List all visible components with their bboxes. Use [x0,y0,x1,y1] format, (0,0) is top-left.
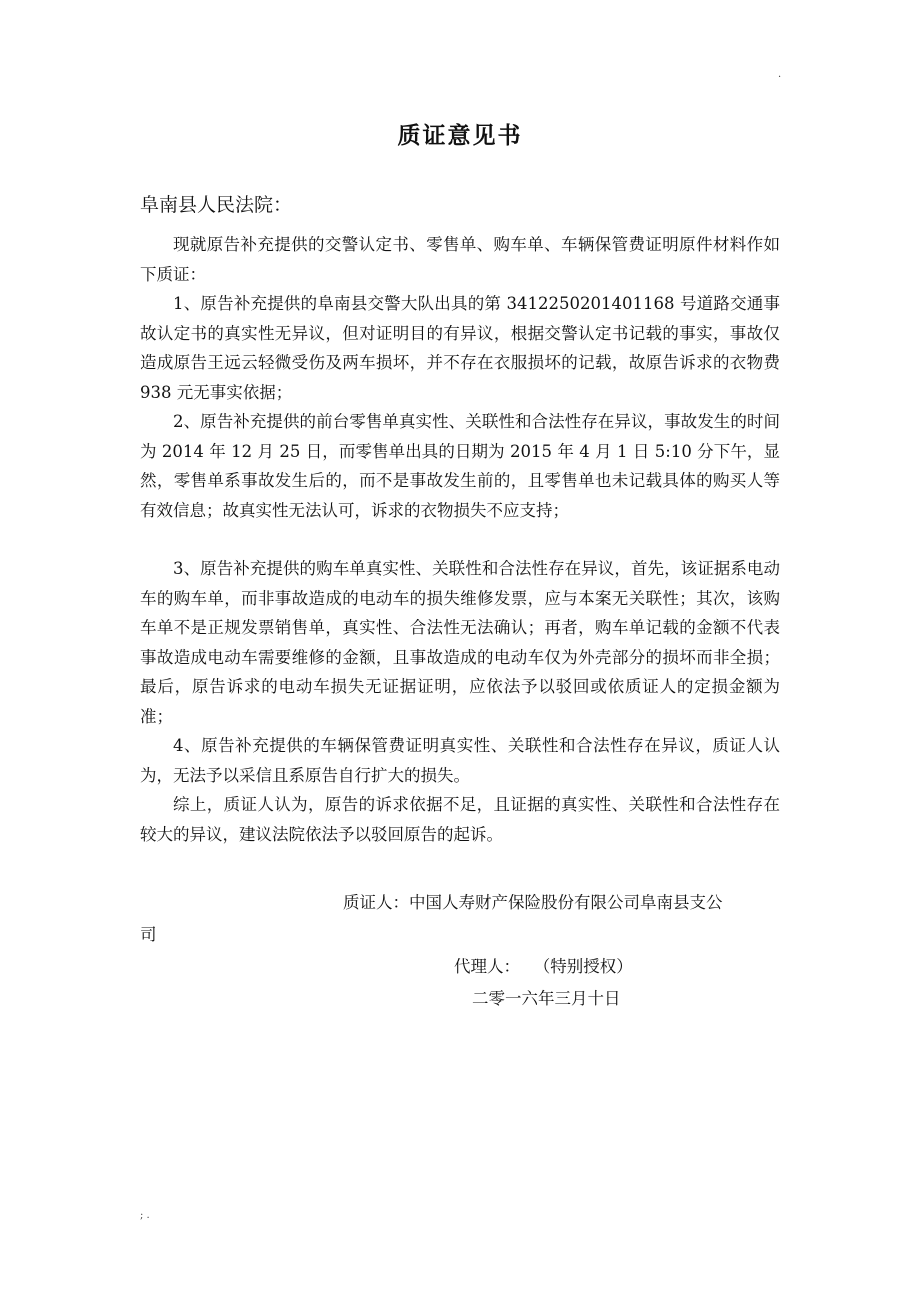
conclusion-paragraph: 综上，质证人认为，原告的诉求依据不足，且证据的真实性、关联性和合法性存在较大的异议，建议法院依法予以驳回原告的起诉。 [140,795,780,844]
agent-line [140,951,780,983]
item-2-paragraph: 2、原告补充提供的前台零售单真实性、关联性和合法性存在异议，事故发生的时间为 2014 年 12 月 25 日，而零售单出具的日期为 2015 年 4 月 1 日 5:10 分下午，显然，零售单系事故发生后的，而不是事故发生前的，且零售单也未记载具体的购买人等有效信息；故真实性无法认可，诉求的衣物损失不应支持； [140,412,780,520]
signing-party-tail: 司 [140,925,157,944]
item-3-paragraph: 3、原告补充提供的购车单真实性、关联性和合法性存在异议，首先，该证据系电动车的购车单，而非事故造成的电动车的损失维修发票，应与本案无关联性；其次，该购车单不是正规发票销售单，真实性、合法性无法确认；再者，购车单记载的金额不代表事故造成电动车需要维修的金额，且事故造成的电动车仅为外壳部分的损坏而非全损；最后，原告诉求的电动车损失无证据证明，应依法予以驳回或依质证人的定损金额为准； [140,559,780,726]
corner-mark-top: · [778,72,782,83]
item-4-paragraph: 4、原告补充提供的车辆保管费证明真实性、关联性和合法性存在异议，质证人认为，无法予以采信且系原告自行扩大的损失。 [140,736,780,785]
document-title: 质证意见书 [397,122,523,149]
corner-mark-bottom: ; . [140,1210,150,1221]
item-1-paragraph: 1、原告补充提供的阜南县交警大队出具的第 3412250201401168 号道路交通事故认定书的真实性无异议，但对证明目的有异议，根据交警认定书记载的事实，事故仅造成原告王远云轻微受伤及两车损坏，并不存在衣服损坏的记载，故原告诉求的衣物费 938 元无事实依据； [140,294,780,402]
intro-paragraph: 现就原告补充提供的交警认定书、零售单、购车单、车辆保管费证明原件材料作如下质证： [140,235,780,284]
agent-authorization-note: （特别授权） [542,957,633,976]
document-body [140,118,780,1015]
paragraph-spacer [140,525,780,554]
addressee: 阜南县人民法院： [140,194,293,216]
document-date: 二零一六年三月十日 [472,989,621,1008]
agent-label: 代理人： [454,957,520,976]
signing-party: 质证人：中国人寿财产保险股份有限公司阜南县支公 [343,893,723,912]
